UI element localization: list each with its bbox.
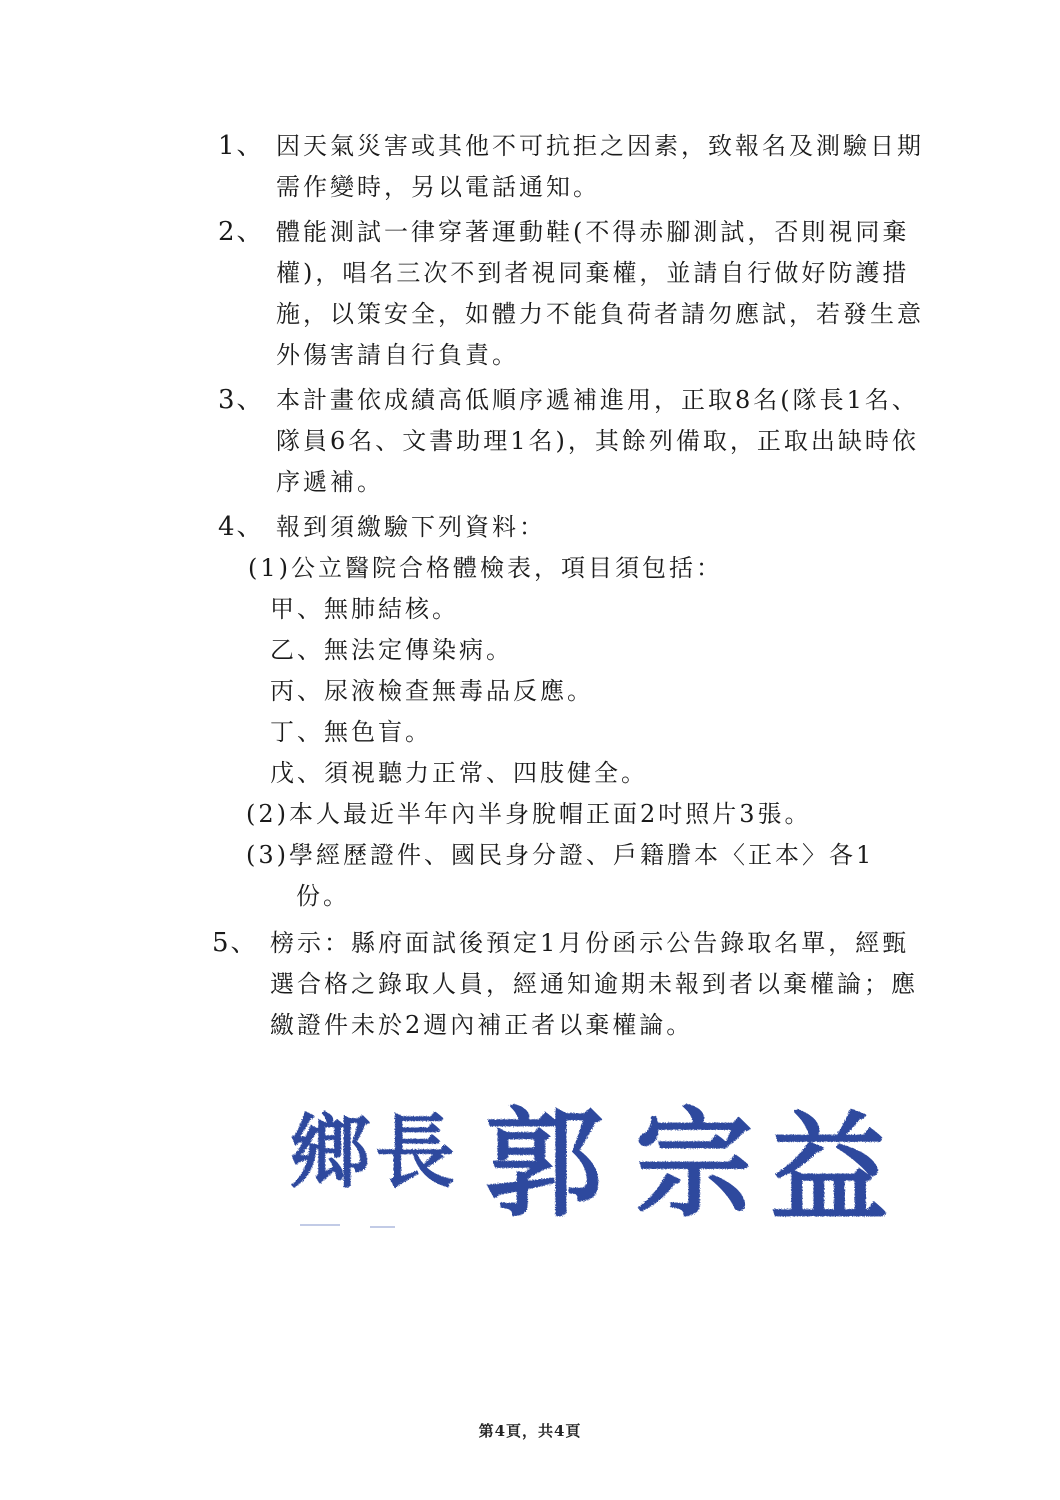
note-line: 權)，唱名三次不到者視同棄權，並請自行做好防護措	[276, 259, 910, 287]
note-line: 需作變時，另以電話通知。	[276, 173, 600, 201]
note-line: 體能測試一律穿著運動鞋(不得赤腳測試，否則視同棄	[276, 218, 910, 246]
note-line: 外傷害請自行負責。	[276, 341, 519, 369]
note-body	[276, 212, 978, 376]
sub-item-3-cont: 份。	[296, 882, 350, 910]
checkup-item: 甲、無肺結核。	[270, 595, 459, 623]
sub-item-3: (3)學經歷證件、國民身分證、戶籍謄本〈正本〉各1	[246, 841, 875, 869]
checkup-item: 丙、尿液檢查無毒品反應。	[270, 677, 594, 705]
note-line: 隊員6名、文書助理1名)，其餘列備取，正取出缺時依	[276, 427, 919, 455]
note-line: 本計畫依成績高低順序遞補進用，正取8名(隊長1名、	[276, 386, 919, 414]
note-line: 榜示：縣府面試後預定1月份函示公告錄取名單，經甄	[270, 929, 910, 957]
notes-list	[212, 126, 978, 1050]
note-line: 選合格之錄取人員，經通知逾期未報到者以棄權論；應	[270, 970, 918, 998]
seal-character: 益	[770, 1099, 889, 1235]
note-item-5	[212, 923, 978, 1046]
checkup-item: 乙、無法定傳染病。	[270, 636, 513, 664]
note-item-2	[218, 212, 978, 376]
page-footer: 第4頁，共4頁	[478, 1422, 582, 1440]
note-line: 因天氣災害或其他不可抗拒之因素，致報名及測驗日期	[276, 132, 924, 160]
note-line: 繳證件未於2週內補正者以棄權論。	[270, 1011, 694, 1039]
note-item-3	[218, 380, 978, 503]
seal-character: 宗	[635, 1094, 754, 1233]
checkup-item: 戊、須視聽力正常、四肢健全。	[270, 759, 648, 787]
note-number: 2、	[218, 217, 265, 247]
note-body	[270, 923, 978, 1046]
note-line: 序遞補。	[276, 468, 384, 496]
note-item-1	[218, 126, 978, 208]
sub-item-1: (1)公立醫院合格體檢表，項目須包括：	[248, 554, 723, 582]
note-line: 報到須繳驗下列資料：	[276, 513, 546, 541]
mayor-seal-stamp	[280, 1085, 900, 1235]
seal-character: 鄉	[290, 1105, 370, 1199]
note-body	[276, 380, 978, 503]
note-number: 5、	[212, 928, 259, 958]
note-body	[276, 126, 978, 208]
checkup-item: 丁、無色盲。	[270, 718, 432, 746]
note-number: 1、	[218, 131, 265, 161]
note-number: 3、	[218, 385, 265, 415]
seal-character: 長	[375, 1105, 455, 1199]
note-item-4	[218, 507, 978, 548]
note-number: 4、	[218, 512, 265, 542]
seal-character: 郭	[485, 1094, 604, 1233]
note-body	[276, 507, 978, 548]
sub-item-2: (2)本人最近半年內半身脫帽正面2吋照片3張。	[246, 800, 812, 828]
note-line: 施，以策安全，如體力不能負荷者請勿應試，若發生意	[276, 300, 924, 328]
